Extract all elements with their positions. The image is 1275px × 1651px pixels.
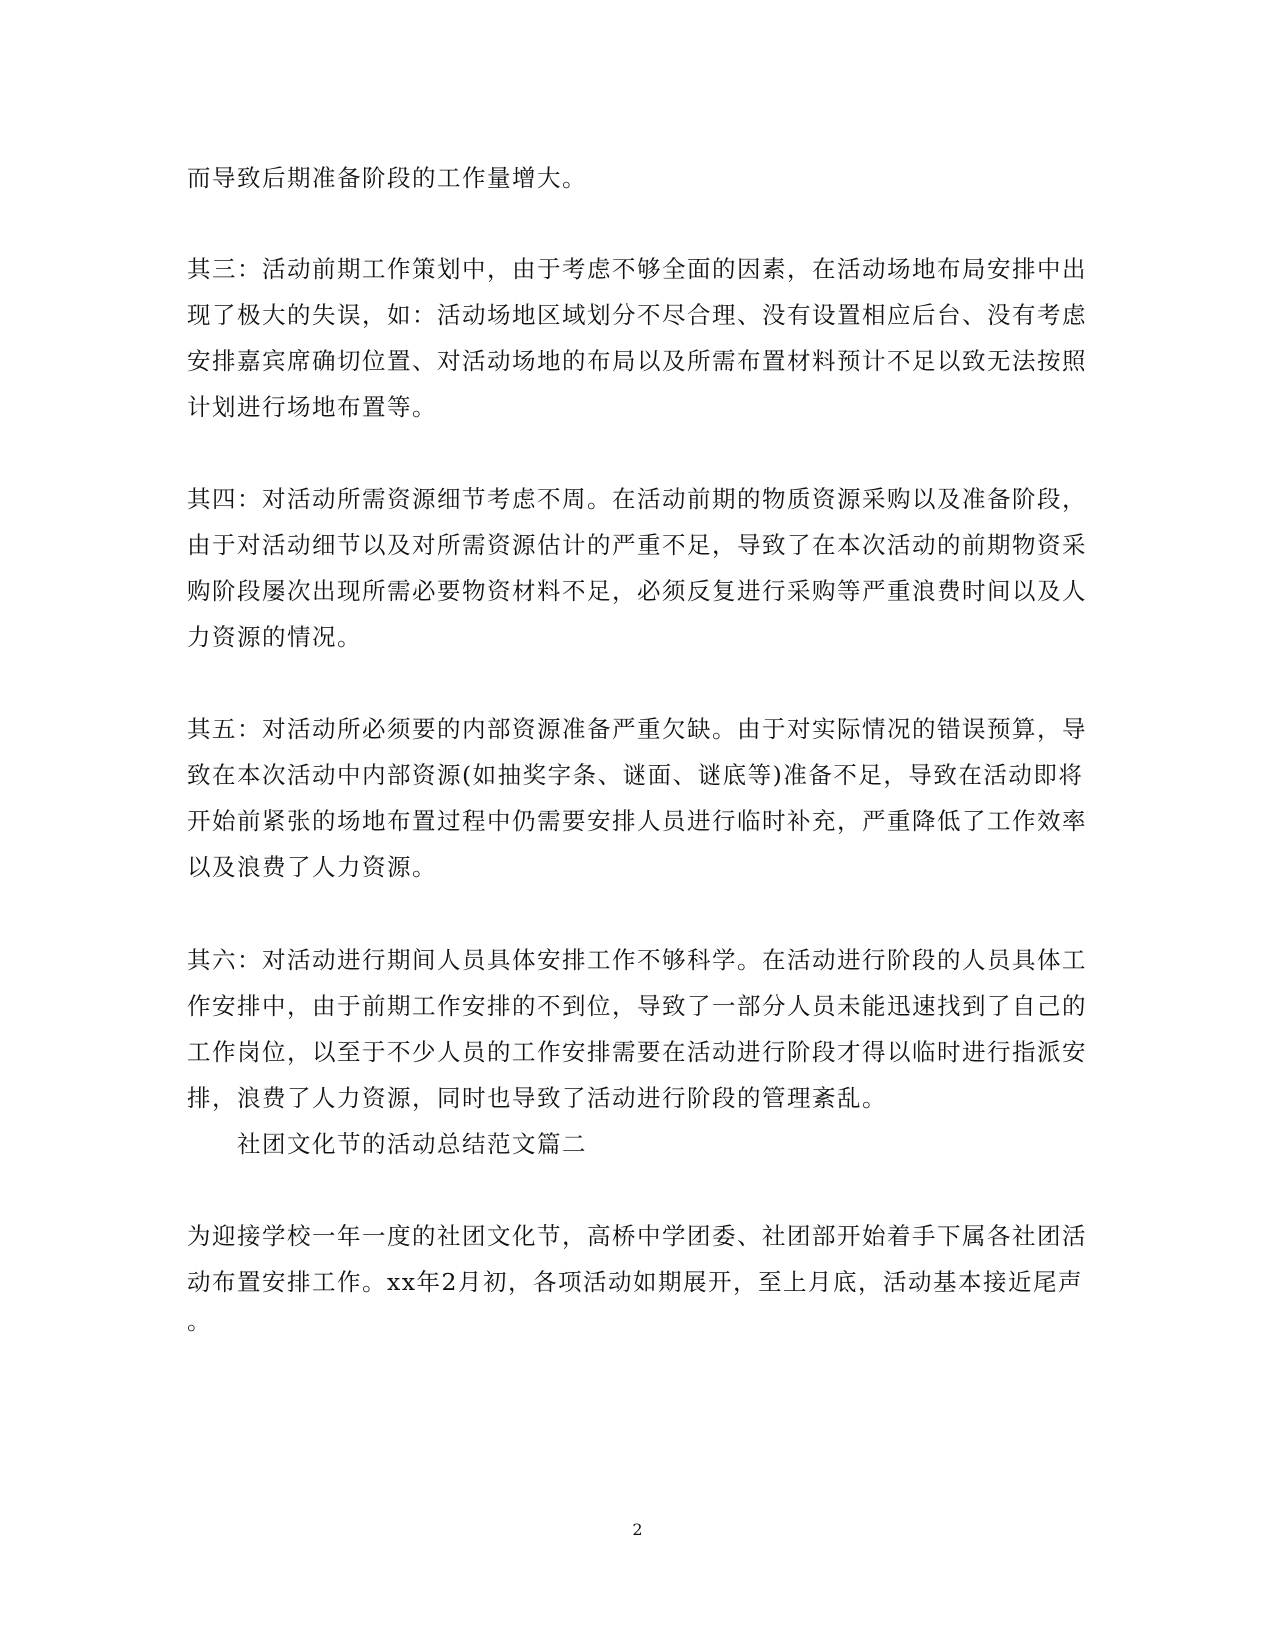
text-line: 。 [187, 1307, 212, 1335]
text-line: 购阶段屡次出现所需必要物资材料不足，必须反复进行采购等严重浪费时间以及人 [187, 577, 1087, 605]
text-line: 以及浪费了人力资源。 [187, 853, 437, 881]
text-line: 其六：对活动进行期间人员具体安排工作不够科学。在活动进行阶段的人员具体工 [187, 946, 1087, 974]
text-line: 安排嘉宾席确切位置、对活动场地的布局以及所需布置材料预计不足以致无法按照 [187, 347, 1087, 375]
text-line: 计划进行场地布置等。 [187, 393, 437, 421]
text-line: 排，浪费了人力资源，同时也导致了活动进行阶段的管理紊乱。 [187, 1084, 887, 1112]
page-number: 2 [632, 1520, 643, 1539]
text-line: 工作岗位，以至于不少人员的工作安排需要在活动进行阶段才得以临时进行指派安 [187, 1038, 1087, 1066]
text-line: 现了极大的失误，如：活动场地区域划分不尽合理、没有设置相应后台、没有考虑 [187, 301, 1087, 329]
text-line: 致在本次活动中内部资源(如抽奖字条、谜面、谜底等)准备不足，导致在活动即将 [187, 761, 1084, 789]
text-line: 动布置安排工作。xx年2月初，各项活动如期展开，至上月底，活动基本接近尾声 [187, 1268, 1083, 1296]
text-line: 为迎接学校一年一度的社团文化节，高桥中学团委、社团部开始着手下属各社团活 [187, 1222, 1087, 1250]
text-line: 而导致后期准备阶段的工作量增大。 [187, 164, 587, 192]
text-line: 力资源的情况。 [187, 623, 362, 651]
text-line: 其三：活动前期工作策划中，由于考虑不够全面的因素，在活动场地布局安排中出 [187, 255, 1087, 283]
text-line: 作安排中，由于前期工作安排的不到位，导致了一部分人员未能迅速找到了自己的 [187, 992, 1087, 1020]
text-line: 开始前紧张的场地布置过程中仍需要安排人员进行临时补充，严重降低了工作效率 [187, 807, 1087, 835]
text-line: 其五：对活动所必须要的内部资源准备严重欠缺。由于对实际情况的错误预算，导 [187, 715, 1087, 743]
text-line: 由于对活动细节以及对所需资源估计的严重不足，导致了在本次活动的前期物资采 [187, 531, 1087, 559]
section-heading: 社团文化节的活动总结范文篇二 [237, 1130, 587, 1158]
text-line: 其四：对活动所需资源细节考虑不周。在活动前期的物质资源采购以及准备阶段， [187, 485, 1087, 513]
